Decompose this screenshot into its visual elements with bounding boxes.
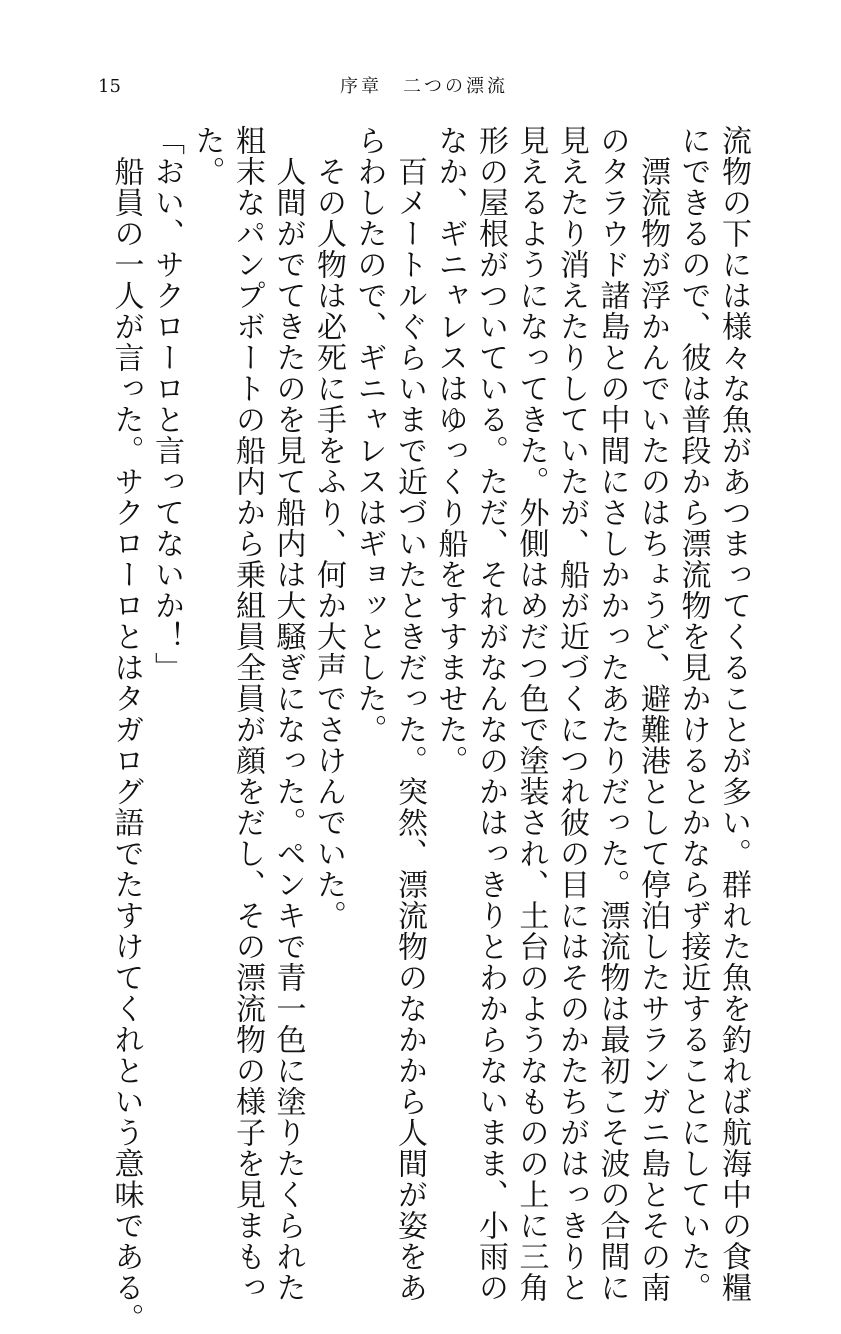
text-line: 「おい、サクローロと言ってないか！」 xyxy=(149,125,184,683)
text-line: 漂流物が浮かんでいたのはちょうど、避難港として停泊したサランガニ島とその南 xyxy=(635,125,670,1303)
text-line: その人物は必死に手をふり、何か大声でさけんでいた。 xyxy=(311,125,346,931)
text-line: なか、ギニャレスはゆっくり船をすすませた。 xyxy=(432,125,468,776)
body-text xyxy=(105,125,753,1334)
text-line: 流物の下には様々な魚があつまってくることが多い。群れた魚を釣れば航海中の食糧 xyxy=(716,125,751,1303)
text-line: 人間がでてきたのを見て船内は大騒ぎになった。ペンキで青一色に塗りたくられた xyxy=(270,125,306,1303)
text-line: のタラウド諸島との中間にさしかかったあたりだった。漂流物は最初こそ波の合間に xyxy=(594,125,630,1303)
text-line: 船員の一人が言った。サクローロとはタガログ語でたすけてくれという意味である。 xyxy=(108,125,144,1334)
text-line: 粗末なパンプボートの船内から乗組員全員が顔をだし、その漂流物の様子を見まもっ xyxy=(230,125,265,1303)
running-title: 序章 二つの漂流 xyxy=(340,76,508,97)
text-line: た。 xyxy=(189,125,225,187)
text-line: 形の屋根がついている。ただ、それがなんなのかはっきりとわからないまま、小雨の xyxy=(473,125,508,1303)
text-line: 見えるようになってきた。外側はめだつ色で塗装され、土台のようなものの上に三角 xyxy=(513,125,549,1303)
text-line: 百メートルぐらいまで近づいたときだった。突然、漂流物のなかから人間が姿をあ xyxy=(392,125,427,1303)
text-line: にできるので、彼は普段から漂流物を見かけるとかならず接近することにしていた。 xyxy=(675,125,711,1303)
text-line: らわしたので、ギニャレスはギョッとした。 xyxy=(351,125,387,745)
page-number: 15 xyxy=(98,76,121,97)
text-line: 見えたり消えたりしていたが、船が近づくにつれ彼の目にはそのかたちがはっきりと xyxy=(554,125,589,1303)
